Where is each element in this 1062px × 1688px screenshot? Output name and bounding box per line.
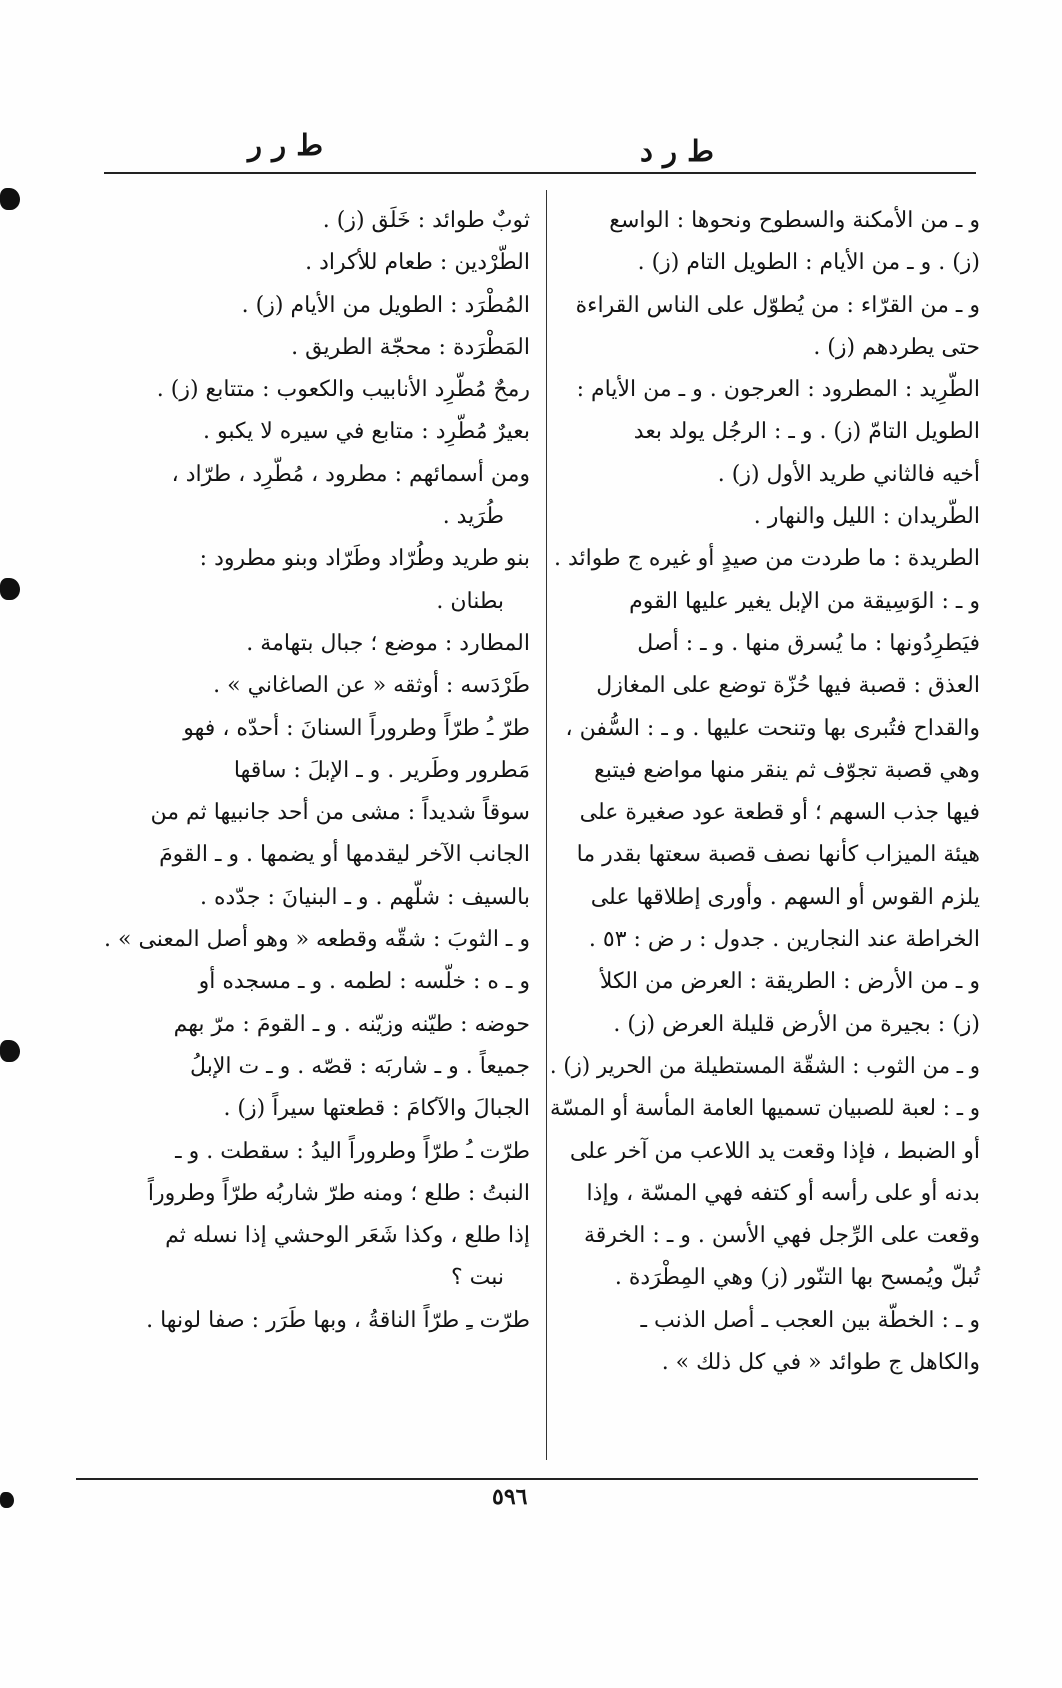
- entry-line: الطريدة : ما طردت من صيدٍ أو غيره ج طوائد .: [554, 546, 980, 572]
- scan-edge-mark: [0, 578, 20, 600]
- text-line: و ـ من الثوب : الشقّة المستطيلة من الحرير (ز) .: [549, 1053, 980, 1079]
- text-line: الطويل التامّ (ز) . و ـ : الرجُل يولد بعد: [633, 419, 980, 445]
- text-line: تُبلّ ويُمسح بها التنّور (ز) وهي المِطْرَدة .: [614, 1265, 980, 1291]
- text-line: مَطرور وطَرير . و ـ الإبلَ : ساقها: [233, 757, 530, 783]
- entry-line: المُطْرَد : الطويل من الأيام (ز) .: [241, 292, 530, 318]
- text-line: و ـ الثوبَ : شقّه وقطعه « وهو أصل المعنى » .: [104, 927, 530, 953]
- text-line: وهي قصبة تجوّف ثم ينقر منها مواضع فيتبع: [594, 757, 980, 783]
- text-line: طُرَيد .: [442, 504, 504, 530]
- right-column: [550, 200, 980, 1384]
- entry-line: طرّ ـُ طرّاً وطروراً السنانَ : أحدّه ، فهو: [183, 715, 530, 741]
- text-line: يلزم القوس أو السهم . وأورى إطلاقها على: [590, 884, 980, 910]
- text-line: حتى يطردهم (ز) .: [813, 334, 980, 360]
- text-line: و ـ : الوَسِيقة من الإبل يغير عليها القوم: [629, 588, 980, 614]
- text-line: وقعت على الرِّجل فهي الأسن . و ـ : الخرقة: [583, 1223, 980, 1249]
- text-line: و ـ من الأرض : الطريقة : العرض من الكلأ: [599, 969, 980, 995]
- column-divider: [546, 190, 547, 1460]
- text-line: و ـ : لعبة للصبيان تسميها العامة المأسة أو المسّة: [550, 1096, 980, 1122]
- entry-line: طرّت ـُ طرّاً وطروراً اليدُ : سقطت . و ـ: [175, 1138, 530, 1164]
- text-line: الجبالَ والآكامَ : قطعتها سيراً (ز) .: [223, 1096, 530, 1122]
- text-line: حوضه : طيّنه وزيّنه . و ـ القومَ : مرّ بهم: [173, 1011, 530, 1037]
- entry-line: المَطْرَدة : محجّة الطريق .: [291, 334, 530, 360]
- entry-line: الطّرْدين : طعام للأكراد .: [305, 250, 530, 276]
- scan-edge-mark: [0, 1492, 14, 1508]
- text-line: أو الضبط ، فإذا وقعت يد اللاعب من آخر على: [569, 1138, 980, 1164]
- scan-edge-mark: [0, 188, 20, 210]
- text-line: بالسيف : شلّهم . و ـ البنيانَ : جدّده .: [200, 884, 530, 910]
- text-line: بطنان .: [436, 588, 504, 614]
- text-line: إذا طلع ، وكذا شَعَر الوحشي إذا نسله ثم: [165, 1223, 530, 1249]
- entry-line: بعيرٌ مُطّرِد : متابع في سيره لا يكبو .: [202, 419, 530, 445]
- page-number: ٥٩٦: [492, 1484, 528, 1510]
- bottom-rule: [76, 1478, 978, 1480]
- text-line: سوقاً شديداً : مشى من أحد جانبيها ثم من: [150, 800, 530, 826]
- entry-line: بنو طريد وطُرّاد وطَرّاد وبنو مطرود :: [199, 546, 530, 572]
- text-line: جميعاً . و ـ شاربَه : قصّه . و ـ ت الإبلُ: [190, 1053, 530, 1079]
- entry-line: الطّريدان : الليل والنهار .: [753, 504, 980, 530]
- text-line: أخيه فالثاني طريد الأول (ز) .: [717, 461, 980, 487]
- text-line: فيها جذب السهم ؛ أو قطعة عود صغيرة على: [579, 800, 980, 826]
- scan-edge-mark: [0, 1040, 20, 1062]
- text-line: (ز) . و ـ من الأيام : الطويل التام (ز) .: [637, 250, 980, 276]
- left-root-header: ط ر ر: [248, 128, 324, 162]
- text-line: و ـ من القرّاء : من يُطوّل على الناس القراءة: [575, 292, 980, 318]
- left-column: [98, 200, 530, 1342]
- text-line: و ـ : الخطّة بين العجب ـ أصل الذنب ـ: [640, 1307, 980, 1333]
- text-line: الجانب الآخر ليقدمها أو يضمها . و ـ القومَ: [159, 842, 530, 868]
- entry-line: الطّرِيد : المطرود : العرجون . و ـ من الأيام :: [576, 377, 980, 403]
- top-rule: [104, 172, 976, 174]
- text-line: بدنه أو على رأسه أو كتفه فهي المسّة ، وإذا: [586, 1180, 980, 1206]
- text-line: نبت ؟: [450, 1265, 504, 1291]
- text-line: الخراطة عند النجارين . جدول : ر ض : ٥٣ .: [588, 927, 980, 953]
- right-root-header: ط ر د: [640, 134, 714, 168]
- entry-line: المطارد : موضع ؛ جبال بتهامة .: [246, 630, 530, 656]
- text-line: هيئة الميزاب كأنها نصف قصبة سعتها بقدر ما: [576, 842, 980, 868]
- entry-line: طَرْدَسه : أوثقه « عن الصاغاني » .: [213, 673, 530, 699]
- text-line: فيَطرِدُونها : ما يُسرق منها . و ـ : أصل: [637, 630, 980, 656]
- text-line: النبتُ : طلع ؛ ومنه طرّ شاربُه طرّاً وطروراً: [147, 1180, 530, 1206]
- entry-line: ومن أسمائهم : مطرود ، مُطّرِد ، طرّاد ،: [171, 461, 530, 487]
- entry-line: ثوبٌ طوائد : خَلَق (ز) .: [322, 208, 530, 233]
- text-line: والكاهل ج طوائد « في كل ذلك » .: [661, 1350, 980, 1376]
- text-line: و ـ من الأمكنة والسطوح ونحوها : الواسع: [609, 208, 980, 233]
- text-line: و ـ ه : خلّسه : لطمه . و ـ مسجده أو: [198, 969, 530, 995]
- text-line: العذق : قصبة فيها حُزّة توضع على المغازل: [596, 673, 980, 699]
- text-line: والقداح فتُبرى بها وتنحت عليها . و ـ : السُّفن ،: [565, 715, 980, 741]
- text-line: (ز) : بجيرة من الأرض قليلة العرض (ز) .: [613, 1011, 980, 1037]
- entry-line: رمحٌ مُطّرِد الأنابيب والكعوب : متتابع (ز) .: [156, 377, 530, 403]
- entry-line: طرّت ـِ طرّاً الناقةُ ، وبها طَرَر : صفا لونها .: [146, 1307, 530, 1333]
